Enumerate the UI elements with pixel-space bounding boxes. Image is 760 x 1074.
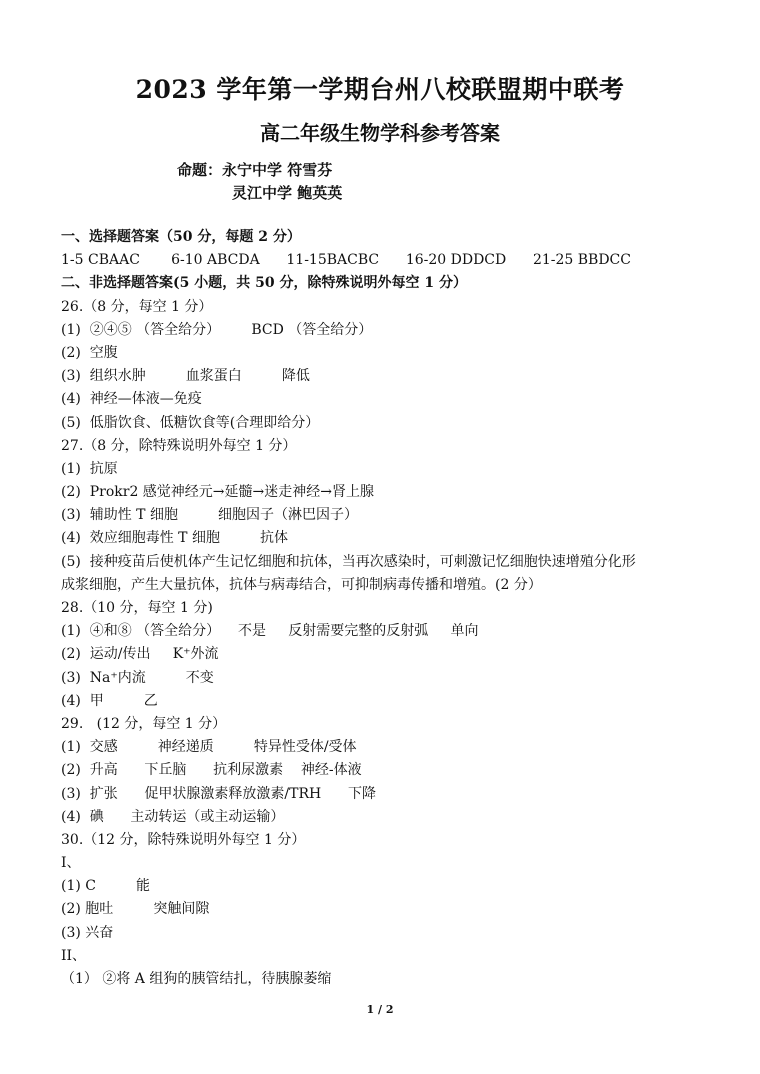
answer-line: 1-5 CBAAC 6-10 ABCDA 11-15BACBC 16-20 DDDCD 21-25 BBDCC bbox=[61, 252, 631, 269]
answer-line: （1） ②将 A 组狗的胰管结扎，待胰腺萎缩 bbox=[61, 971, 332, 987]
answer-line: (1) 抗原 bbox=[61, 460, 118, 477]
author-line-2: 灵江中学 鲍英英 bbox=[232, 184, 343, 202]
answer-line: (4) 碘 主动转运（或主动运输） bbox=[61, 808, 285, 825]
answer-body bbox=[61, 226, 741, 991]
answer-line: (1) C 能 bbox=[61, 878, 151, 895]
page-number: 1 / 2 bbox=[366, 1003, 394, 1016]
answer-line: 27.（8 分，除特殊说明外每空 1 分） bbox=[61, 437, 297, 454]
document-title: 2023 学年第一学期台州八校联盟期中联考 bbox=[135, 75, 625, 104]
answer-line: (1) 交感 神经递质 特异性受体/受体 bbox=[61, 739, 357, 756]
answer-line: (4) 甲 乙 bbox=[61, 692, 158, 709]
answer-line: (5) 低脂饮食、低糖饮食等(合理即给分） bbox=[61, 414, 320, 431]
answer-line: (3) Na⁺内流 不变 bbox=[61, 669, 214, 686]
answer-line: (3) 辅助性 T 细胞 细胞因子（淋巴因子） bbox=[61, 507, 359, 524]
answer-line: (3) 组织水肿 血浆蛋白 降低 bbox=[61, 368, 310, 385]
answer-line: (1) ②④⑤ （答全给分） BCD （答全给分） bbox=[61, 321, 373, 338]
answer-line: II、 bbox=[61, 947, 87, 964]
answer-line: 29. (12 分，每空 1 分） bbox=[61, 715, 227, 732]
answer-line: (3) 兴奋 bbox=[61, 924, 114, 941]
answer-line: 二、非选择题答案(5 小题，共 50 分，除特殊说明外每空 1 分） bbox=[61, 275, 467, 292]
answer-line: 一、选择题答案（50 分，每题 2 分） bbox=[61, 229, 301, 245]
answer-line: (2) 空腹 bbox=[61, 344, 118, 361]
answer-line: (4) 神经—体液—免疫 bbox=[61, 391, 202, 408]
answer-line: (1) ④和⑧ （答全给分） 不是 反射需要完整的反射弧 单向 bbox=[61, 623, 479, 640]
answer-line: (4) 效应细胞毒性 T 细胞 抗体 bbox=[61, 530, 289, 547]
answer-line: 28.（10 分，每空 1 分) bbox=[61, 600, 213, 616]
answer-line: (2) 升高 下丘脑 抗利尿激素 神经-体液 bbox=[61, 762, 362, 779]
answer-line: (2) Prokr2 感觉神经元→延髓→迷走神经→肾上腺 bbox=[61, 484, 374, 501]
answer-line: I、 bbox=[61, 855, 81, 872]
answer-line: 30.（12 分，除特殊说明外每空 1 分） bbox=[61, 831, 306, 848]
answer-line: (5) 接种疫苗后使机体产生记忆细胞和抗体，当再次感染时，可刺激记忆细胞快速增殖分化形 bbox=[61, 553, 636, 570]
answer-line: (2) 运动/传出 K⁺外流 bbox=[61, 646, 219, 663]
answer-line: 26.（8 分，每空 1 分） bbox=[61, 298, 213, 315]
answer-line: (2) 胞吐 突触间隙 bbox=[61, 901, 210, 918]
answer-line: 成浆细胞，产生大量抗体，抗体与病毒结合，可抑制病毒传播和增殖。(2 分） bbox=[61, 576, 542, 593]
author-line-1: 命题：永宁中学 符雪芬 bbox=[177, 161, 333, 179]
answer-line: (3) 扩张 促甲状腺激素释放激素/TRH 下降 bbox=[61, 785, 376, 802]
document-subtitle: 高二年级生物学科参考答案 bbox=[260, 121, 500, 145]
